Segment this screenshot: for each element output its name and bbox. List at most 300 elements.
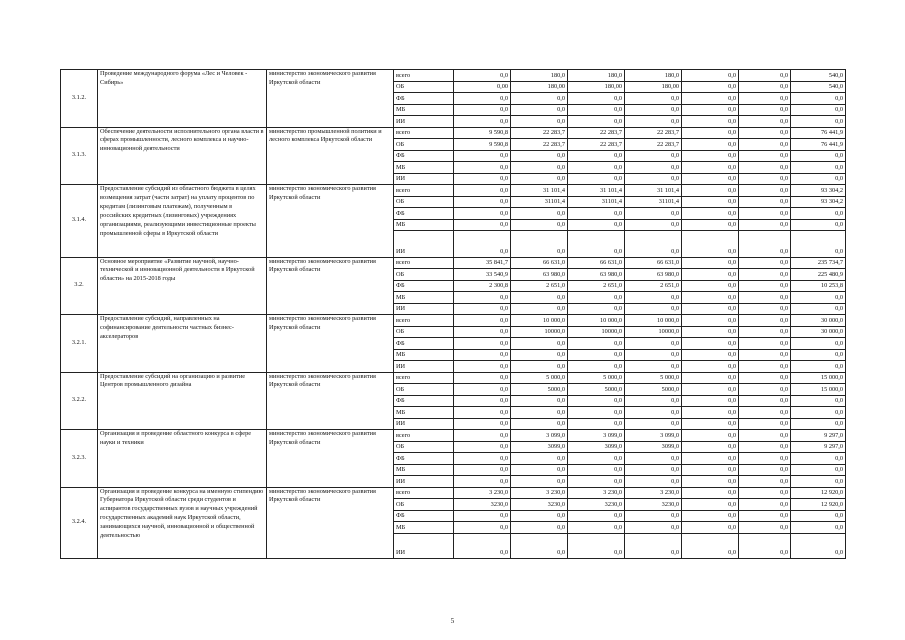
amount-cell: 10 253,8	[791, 280, 846, 292]
amount-cell: 9 297,0	[791, 441, 846, 453]
funding-source: ФБ	[394, 453, 454, 465]
amount-cell: 0,0	[739, 116, 791, 128]
amount-cell: 0,0	[791, 303, 846, 315]
amount-cell: 0,0	[625, 464, 682, 476]
row-number: 3.2.	[61, 257, 98, 315]
amount-cell: 0,0	[625, 453, 682, 465]
amount-cell: 0,0	[682, 418, 739, 430]
amount-cell: 0,0	[511, 453, 568, 465]
executor: министерство промышленной политики и лесного комплекса Иркутской области	[267, 127, 394, 185]
amount-cell: 0,0	[739, 464, 791, 476]
amount-cell: 0,0	[791, 219, 846, 231]
amount-cell: 0,0	[511, 173, 568, 185]
amount-cell: 0,0	[454, 208, 511, 220]
amount-cell: 0,0	[511, 303, 568, 315]
amount-cell: 0,0	[682, 395, 739, 407]
funding-source: ФБ	[394, 280, 454, 292]
amount-cell: 3099,0	[625, 441, 682, 453]
amount-cell: 0,0	[454, 173, 511, 185]
funding-source: ОБ	[394, 269, 454, 281]
funding-source: ОБ	[394, 139, 454, 151]
amount-cell: 0,0	[511, 407, 568, 419]
amount-cell: 0,0	[568, 464, 625, 476]
table-row	[61, 70, 846, 82]
amount-cell: 0,0	[568, 533, 625, 559]
table-row	[61, 372, 846, 384]
amount-cell: 0,0	[568, 407, 625, 419]
amount-cell: 30 000,0	[791, 315, 846, 327]
amount-cell: 0,00	[454, 81, 511, 93]
amount-cell: 0,0	[568, 361, 625, 373]
funding-source: всего	[394, 372, 454, 384]
amount-cell: 0,0	[625, 407, 682, 419]
amount-cell: 35 841,7	[454, 257, 511, 269]
funding-source: всего	[394, 185, 454, 197]
amount-cell: 0,0	[682, 522, 739, 534]
amount-cell: 0,0	[682, 208, 739, 220]
amount-cell: 0,0	[739, 269, 791, 281]
amount-cell: 0,0	[568, 93, 625, 105]
amount-cell: 180,0	[625, 70, 682, 82]
amount-cell: 5000,0	[625, 384, 682, 396]
amount-cell: 0,0	[511, 93, 568, 105]
amount-cell: 10 000,0	[511, 315, 568, 327]
amount-cell: 0,0	[454, 292, 511, 304]
executor: министерство экономического развития Иркутской области	[267, 257, 394, 315]
funding-source: МБ	[394, 522, 454, 534]
funding-source: ОБ	[394, 196, 454, 208]
amount-cell: 0,0	[454, 150, 511, 162]
amount-cell: 0,0	[682, 280, 739, 292]
amount-cell: 3230,0	[454, 499, 511, 511]
amount-cell: 0,0	[454, 338, 511, 350]
amount-cell: 0,0	[682, 510, 739, 522]
amount-cell: 10 000,0	[625, 315, 682, 327]
amount-cell: 0,0	[682, 196, 739, 208]
amount-cell: 66 631,0	[625, 257, 682, 269]
amount-cell: 0,0	[682, 430, 739, 442]
amount-cell: 31101,4	[511, 196, 568, 208]
amount-cell: 0,0	[682, 93, 739, 105]
amount-cell: 0,0	[454, 430, 511, 442]
measure-name: Предоставление субсидий из областного бюджета в целях возмещения затрат (части затрат) на уплату процентов по кредитам (лизинговым платежам), полученным в российских кредитных (лизинговых) учреждениях организациями, реализующими инвестиционные проекты промышленной сферы в Иркутской области	[98, 185, 267, 258]
amount-cell: 0,0	[568, 453, 625, 465]
amount-cell: 3230,0	[511, 499, 568, 511]
amount-cell: 3 230,0	[454, 487, 511, 499]
funding-source: всего	[394, 315, 454, 327]
amount-cell: 0,0	[682, 150, 739, 162]
amount-cell: 0,0	[625, 231, 682, 258]
amount-cell: 5 000,0	[568, 372, 625, 384]
amount-cell: 0,0	[568, 104, 625, 116]
amount-cell: 93 304,2	[791, 196, 846, 208]
amount-cell: 0,0	[739, 499, 791, 511]
amount-cell: 0,0	[739, 418, 791, 430]
funding-source: всего	[394, 257, 454, 269]
amount-cell: 0,0	[739, 292, 791, 304]
amount-cell: 0,0	[454, 510, 511, 522]
amount-cell: 0,0	[568, 219, 625, 231]
amount-cell: 0,0	[682, 104, 739, 116]
amount-cell: 0,0	[682, 231, 739, 258]
amount-cell: 5000,0	[568, 384, 625, 396]
amount-cell: 0,0	[791, 476, 846, 488]
amount-cell: 0,0	[682, 70, 739, 82]
amount-cell: 0,0	[454, 372, 511, 384]
executor: министерство экономического развития Иркутской области	[267, 487, 394, 559]
amount-cell: 0,0	[568, 231, 625, 258]
amount-cell: 3230,0	[625, 499, 682, 511]
amount-cell: 0,0	[568, 510, 625, 522]
amount-cell: 10000,0	[511, 326, 568, 338]
amount-cell: 0,0	[454, 464, 511, 476]
amount-cell: 0,0	[682, 269, 739, 281]
funding-source: ОБ	[394, 326, 454, 338]
amount-cell: 0,0	[454, 93, 511, 105]
amount-cell: 180,00	[625, 81, 682, 93]
amount-cell: 0,0	[511, 162, 568, 174]
amount-cell: 0,0	[682, 139, 739, 151]
row-number: 3.1.3.	[61, 127, 98, 185]
funding-table	[60, 69, 846, 559]
amount-cell: 0,0	[791, 464, 846, 476]
amount-cell: 0,0	[568, 522, 625, 534]
amount-cell: 0,0	[739, 441, 791, 453]
amount-cell: 0,0	[739, 372, 791, 384]
funding-source: МБ	[394, 349, 454, 361]
amount-cell: 0,0	[454, 219, 511, 231]
funding-source: ИИ	[394, 116, 454, 128]
amount-cell: 22 283,7	[568, 139, 625, 151]
amount-cell: 0,0	[682, 127, 739, 139]
amount-cell: 225 480,9	[791, 269, 846, 281]
amount-cell: 0,0	[791, 93, 846, 105]
amount-cell: 31 101,4	[625, 185, 682, 197]
measure-name: Основное мероприятие «Развитие научной, научно-технической и инновационной деятельности в Иркутской области» на 2015-2018 годы	[98, 257, 267, 315]
amount-cell: 0,0	[511, 361, 568, 373]
amount-cell: 9 297,0	[791, 430, 846, 442]
amount-cell: 0,0	[682, 116, 739, 128]
amount-cell: 0,0	[682, 464, 739, 476]
amount-cell: 0,0	[682, 384, 739, 396]
amount-cell: 0,0	[682, 441, 739, 453]
amount-cell: 31101,4	[625, 196, 682, 208]
amount-cell: 0,0	[511, 104, 568, 116]
amount-cell: 10000,0	[568, 326, 625, 338]
amount-cell: 0,0	[739, 219, 791, 231]
amount-cell: 0,0	[625, 395, 682, 407]
amount-cell: 0,0	[568, 162, 625, 174]
amount-cell: 0,0	[454, 70, 511, 82]
amount-cell: 0,0	[568, 349, 625, 361]
amount-cell: 0,0	[454, 185, 511, 197]
amount-cell: 63 980,0	[625, 269, 682, 281]
funding-source: ОБ	[394, 441, 454, 453]
amount-cell: 0,0	[739, 81, 791, 93]
amount-cell: 0,0	[791, 104, 846, 116]
amount-cell: 0,0	[568, 303, 625, 315]
amount-cell: 0,0	[791, 533, 846, 559]
amount-cell: 2 651,0	[511, 280, 568, 292]
amount-cell: 0,0	[454, 441, 511, 453]
amount-cell: 0,0	[682, 361, 739, 373]
executor: министерство экономического развития Иркутской области	[267, 70, 394, 128]
row-number: 3.2.3.	[61, 430, 98, 488]
table-row	[61, 487, 846, 499]
amount-cell: 0,0	[568, 418, 625, 430]
amount-cell: 0,0	[739, 395, 791, 407]
row-number: 3.1.4.	[61, 185, 98, 258]
amount-cell: 180,00	[568, 81, 625, 93]
amount-cell: 540,0	[791, 70, 846, 82]
amount-cell: 0,0	[625, 208, 682, 220]
funding-source: ОБ	[394, 81, 454, 93]
row-number: 3.1.2.	[61, 70, 98, 128]
amount-cell: 31 101,4	[511, 185, 568, 197]
amount-cell: 3 230,0	[625, 487, 682, 499]
funding-source: ИИ	[394, 231, 454, 258]
amount-cell: 0,0	[791, 510, 846, 522]
funding-source: ИИ	[394, 533, 454, 559]
amount-cell: 0,0	[739, 326, 791, 338]
amount-cell: 0,0	[739, 453, 791, 465]
amount-cell: 0,0	[625, 219, 682, 231]
amount-cell: 0,0	[739, 384, 791, 396]
amount-cell: 10 000,0	[568, 315, 625, 327]
amount-cell: 0,0	[739, 522, 791, 534]
amount-cell: 0,0	[682, 487, 739, 499]
amount-cell: 0,0	[682, 315, 739, 327]
table-row	[61, 185, 846, 197]
amount-cell: 9 590,8	[454, 139, 511, 151]
measure-name: Обеспечение деятельности исполнительного органа власти в сферах промышленности, лесного комплекса и научно-инновационной деятельности	[98, 127, 267, 185]
amount-cell: 0,0	[739, 208, 791, 220]
amount-cell: 0,0	[682, 173, 739, 185]
amount-cell: 0,0	[682, 292, 739, 304]
amount-cell: 3 230,0	[511, 487, 568, 499]
amount-cell: 0,0	[454, 407, 511, 419]
amount-cell: 15 000,0	[791, 372, 846, 384]
amount-cell: 0,0	[625, 162, 682, 174]
amount-cell: 5 000,0	[625, 372, 682, 384]
funding-source: всего	[394, 70, 454, 82]
amount-cell: 0,0	[739, 361, 791, 373]
funding-source: ИИ	[394, 361, 454, 373]
amount-cell: 0,0	[682, 219, 739, 231]
amount-cell: 0,0	[511, 395, 568, 407]
amount-cell: 0,0	[739, 476, 791, 488]
funding-source: МБ	[394, 464, 454, 476]
amount-cell: 235 734,7	[791, 257, 846, 269]
amount-cell: 63 980,0	[568, 269, 625, 281]
funding-source: МБ	[394, 407, 454, 419]
amount-cell: 0,0	[739, 150, 791, 162]
amount-cell: 0,0	[511, 349, 568, 361]
amount-cell: 0,0	[568, 208, 625, 220]
amount-cell: 0,0	[511, 464, 568, 476]
amount-cell: 5 000,0	[511, 372, 568, 384]
amount-cell: 0,0	[454, 303, 511, 315]
amount-cell: 0,0	[454, 384, 511, 396]
table-row	[61, 430, 846, 442]
amount-cell: 76 441,9	[791, 127, 846, 139]
amount-cell: 3 230,0	[568, 487, 625, 499]
funding-source: ФБ	[394, 150, 454, 162]
funding-source: МБ	[394, 219, 454, 231]
funding-source: ФБ	[394, 338, 454, 350]
measure-name: Организация и проведение конкурса на именную стипендию Губернатора Иркутской области среди студентов и аспирантов государственных вузов и научных учреждений государственных академий наук Иркутской области, занимающихся научной, инновационной и общественной деятельностью	[98, 487, 267, 559]
amount-cell: 0,0	[682, 162, 739, 174]
amount-cell: 0,0	[682, 185, 739, 197]
amount-cell: 0,0	[568, 173, 625, 185]
amount-cell: 0,0	[682, 372, 739, 384]
funding-source: ОБ	[394, 499, 454, 511]
amount-cell: 0,0	[454, 349, 511, 361]
amount-cell: 0,0	[454, 395, 511, 407]
amount-cell: 0,0	[739, 338, 791, 350]
amount-cell: 0,0	[625, 510, 682, 522]
amount-cell: 0,0	[625, 303, 682, 315]
amount-cell: 0,0	[791, 231, 846, 258]
amount-cell: 0,0	[454, 116, 511, 128]
amount-cell: 93 304,2	[791, 185, 846, 197]
amount-cell: 0,0	[791, 162, 846, 174]
amount-cell: 0,0	[454, 326, 511, 338]
amount-cell: 0,0	[511, 219, 568, 231]
amount-cell: 0,0	[791, 292, 846, 304]
amount-cell: 0,0	[739, 127, 791, 139]
funding-table-page	[60, 69, 845, 559]
amount-cell: 0,0	[682, 81, 739, 93]
page-number: 5	[450, 617, 455, 625]
row-number: 3.2.4.	[61, 487, 98, 559]
amount-cell: 0,0	[454, 476, 511, 488]
amount-cell: 0,0	[511, 510, 568, 522]
amount-cell: 0,0	[454, 453, 511, 465]
row-number: 3.2.2.	[61, 372, 98, 430]
amount-cell: 0,0	[739, 510, 791, 522]
amount-cell: 31 101,4	[568, 185, 625, 197]
amount-cell: 0,0	[682, 303, 739, 315]
amount-cell: 0,0	[454, 162, 511, 174]
amount-cell: 0,0	[791, 116, 846, 128]
amount-cell: 0,0	[682, 453, 739, 465]
amount-cell: 0,0	[454, 104, 511, 116]
amount-cell: 0,0	[625, 533, 682, 559]
amount-cell: 0,0	[791, 395, 846, 407]
funding-source: ИИ	[394, 173, 454, 185]
amount-cell: 31101,4	[568, 196, 625, 208]
amount-cell: 0,0	[791, 150, 846, 162]
amount-cell: 5000,0	[511, 384, 568, 396]
amount-cell: 0,0	[454, 315, 511, 327]
amount-cell: 0,0	[739, 231, 791, 258]
amount-cell: 0,0	[739, 303, 791, 315]
amount-cell: 0,0	[791, 208, 846, 220]
amount-cell: 0,0	[791, 173, 846, 185]
amount-cell: 15 000,0	[791, 384, 846, 396]
amount-cell: 0,0	[791, 453, 846, 465]
amount-cell: 0,0	[454, 533, 511, 559]
amount-cell: 0,0	[739, 430, 791, 442]
funding-source: ИИ	[394, 418, 454, 430]
amount-cell: 0,0	[625, 349, 682, 361]
funding-source: МБ	[394, 104, 454, 116]
amount-cell: 22 283,7	[511, 139, 568, 151]
amount-cell: 0,0	[625, 93, 682, 105]
amount-cell: 0,0	[739, 533, 791, 559]
amount-cell: 0,0	[568, 150, 625, 162]
amount-cell: 540,0	[791, 81, 846, 93]
amount-cell: 0,0	[739, 487, 791, 499]
funding-source: ФБ	[394, 93, 454, 105]
amount-cell: 0,0	[568, 292, 625, 304]
amount-cell: 0,0	[739, 349, 791, 361]
amount-cell: 0,0	[625, 338, 682, 350]
amount-cell: 180,00	[511, 81, 568, 93]
amount-cell: 0,0	[682, 338, 739, 350]
funding-source: ФБ	[394, 208, 454, 220]
amount-cell: 0,0	[511, 208, 568, 220]
amount-cell: 0,0	[682, 349, 739, 361]
amount-cell: 22 283,7	[568, 127, 625, 139]
amount-cell: 22 283,7	[511, 127, 568, 139]
amount-cell: 2 651,0	[568, 280, 625, 292]
amount-cell: 0,0	[454, 418, 511, 430]
funding-source: ИИ	[394, 476, 454, 488]
amount-cell: 0,0	[511, 116, 568, 128]
amount-cell: 0,0	[511, 292, 568, 304]
amount-cell: 2 300,8	[454, 280, 511, 292]
amount-cell: 0,0	[511, 338, 568, 350]
amount-cell: 0,0	[682, 499, 739, 511]
amount-cell: 0,0	[511, 522, 568, 534]
row-number: 3.2.1.	[61, 315, 98, 373]
amount-cell: 0,0	[625, 173, 682, 185]
executor: министерство экономического развития Иркутской области	[267, 185, 394, 258]
amount-cell: 0,0	[739, 139, 791, 151]
amount-cell: 22 283,7	[625, 127, 682, 139]
amount-cell: 0,0	[625, 418, 682, 430]
amount-cell: 0,0	[625, 150, 682, 162]
amount-cell: 0,0	[568, 395, 625, 407]
amount-cell: 0,0	[739, 280, 791, 292]
amount-cell: 0,0	[739, 257, 791, 269]
amount-cell: 2 651,0	[625, 280, 682, 292]
amount-cell: 0,0	[791, 407, 846, 419]
amount-cell: 0,0	[739, 70, 791, 82]
amount-cell: 180,0	[568, 70, 625, 82]
amount-cell: 0,0	[511, 476, 568, 488]
amount-cell: 0,0	[682, 257, 739, 269]
amount-cell: 0,0	[511, 150, 568, 162]
amount-cell: 3099,0	[511, 441, 568, 453]
amount-cell: 76 441,9	[791, 139, 846, 151]
amount-cell: 0,0	[682, 326, 739, 338]
measure-name: Предоставление субсидий на организацию и развитие Центров промышленного дизайна	[98, 372, 267, 430]
amount-cell: 0,0	[682, 407, 739, 419]
amount-cell: 0,0	[625, 522, 682, 534]
amount-cell: 0,0	[625, 104, 682, 116]
amount-cell: 0,0	[625, 292, 682, 304]
amount-cell: 12 920,0	[791, 499, 846, 511]
amount-cell: 33 540,9	[454, 269, 511, 281]
amount-cell: 3 099,0	[568, 430, 625, 442]
funding-source: всего	[394, 430, 454, 442]
funding-source: всего	[394, 487, 454, 499]
measure-name: Организация и проведение областного конкурса в сфере науки и техники	[98, 430, 267, 488]
amount-cell: 0,0	[511, 231, 568, 258]
